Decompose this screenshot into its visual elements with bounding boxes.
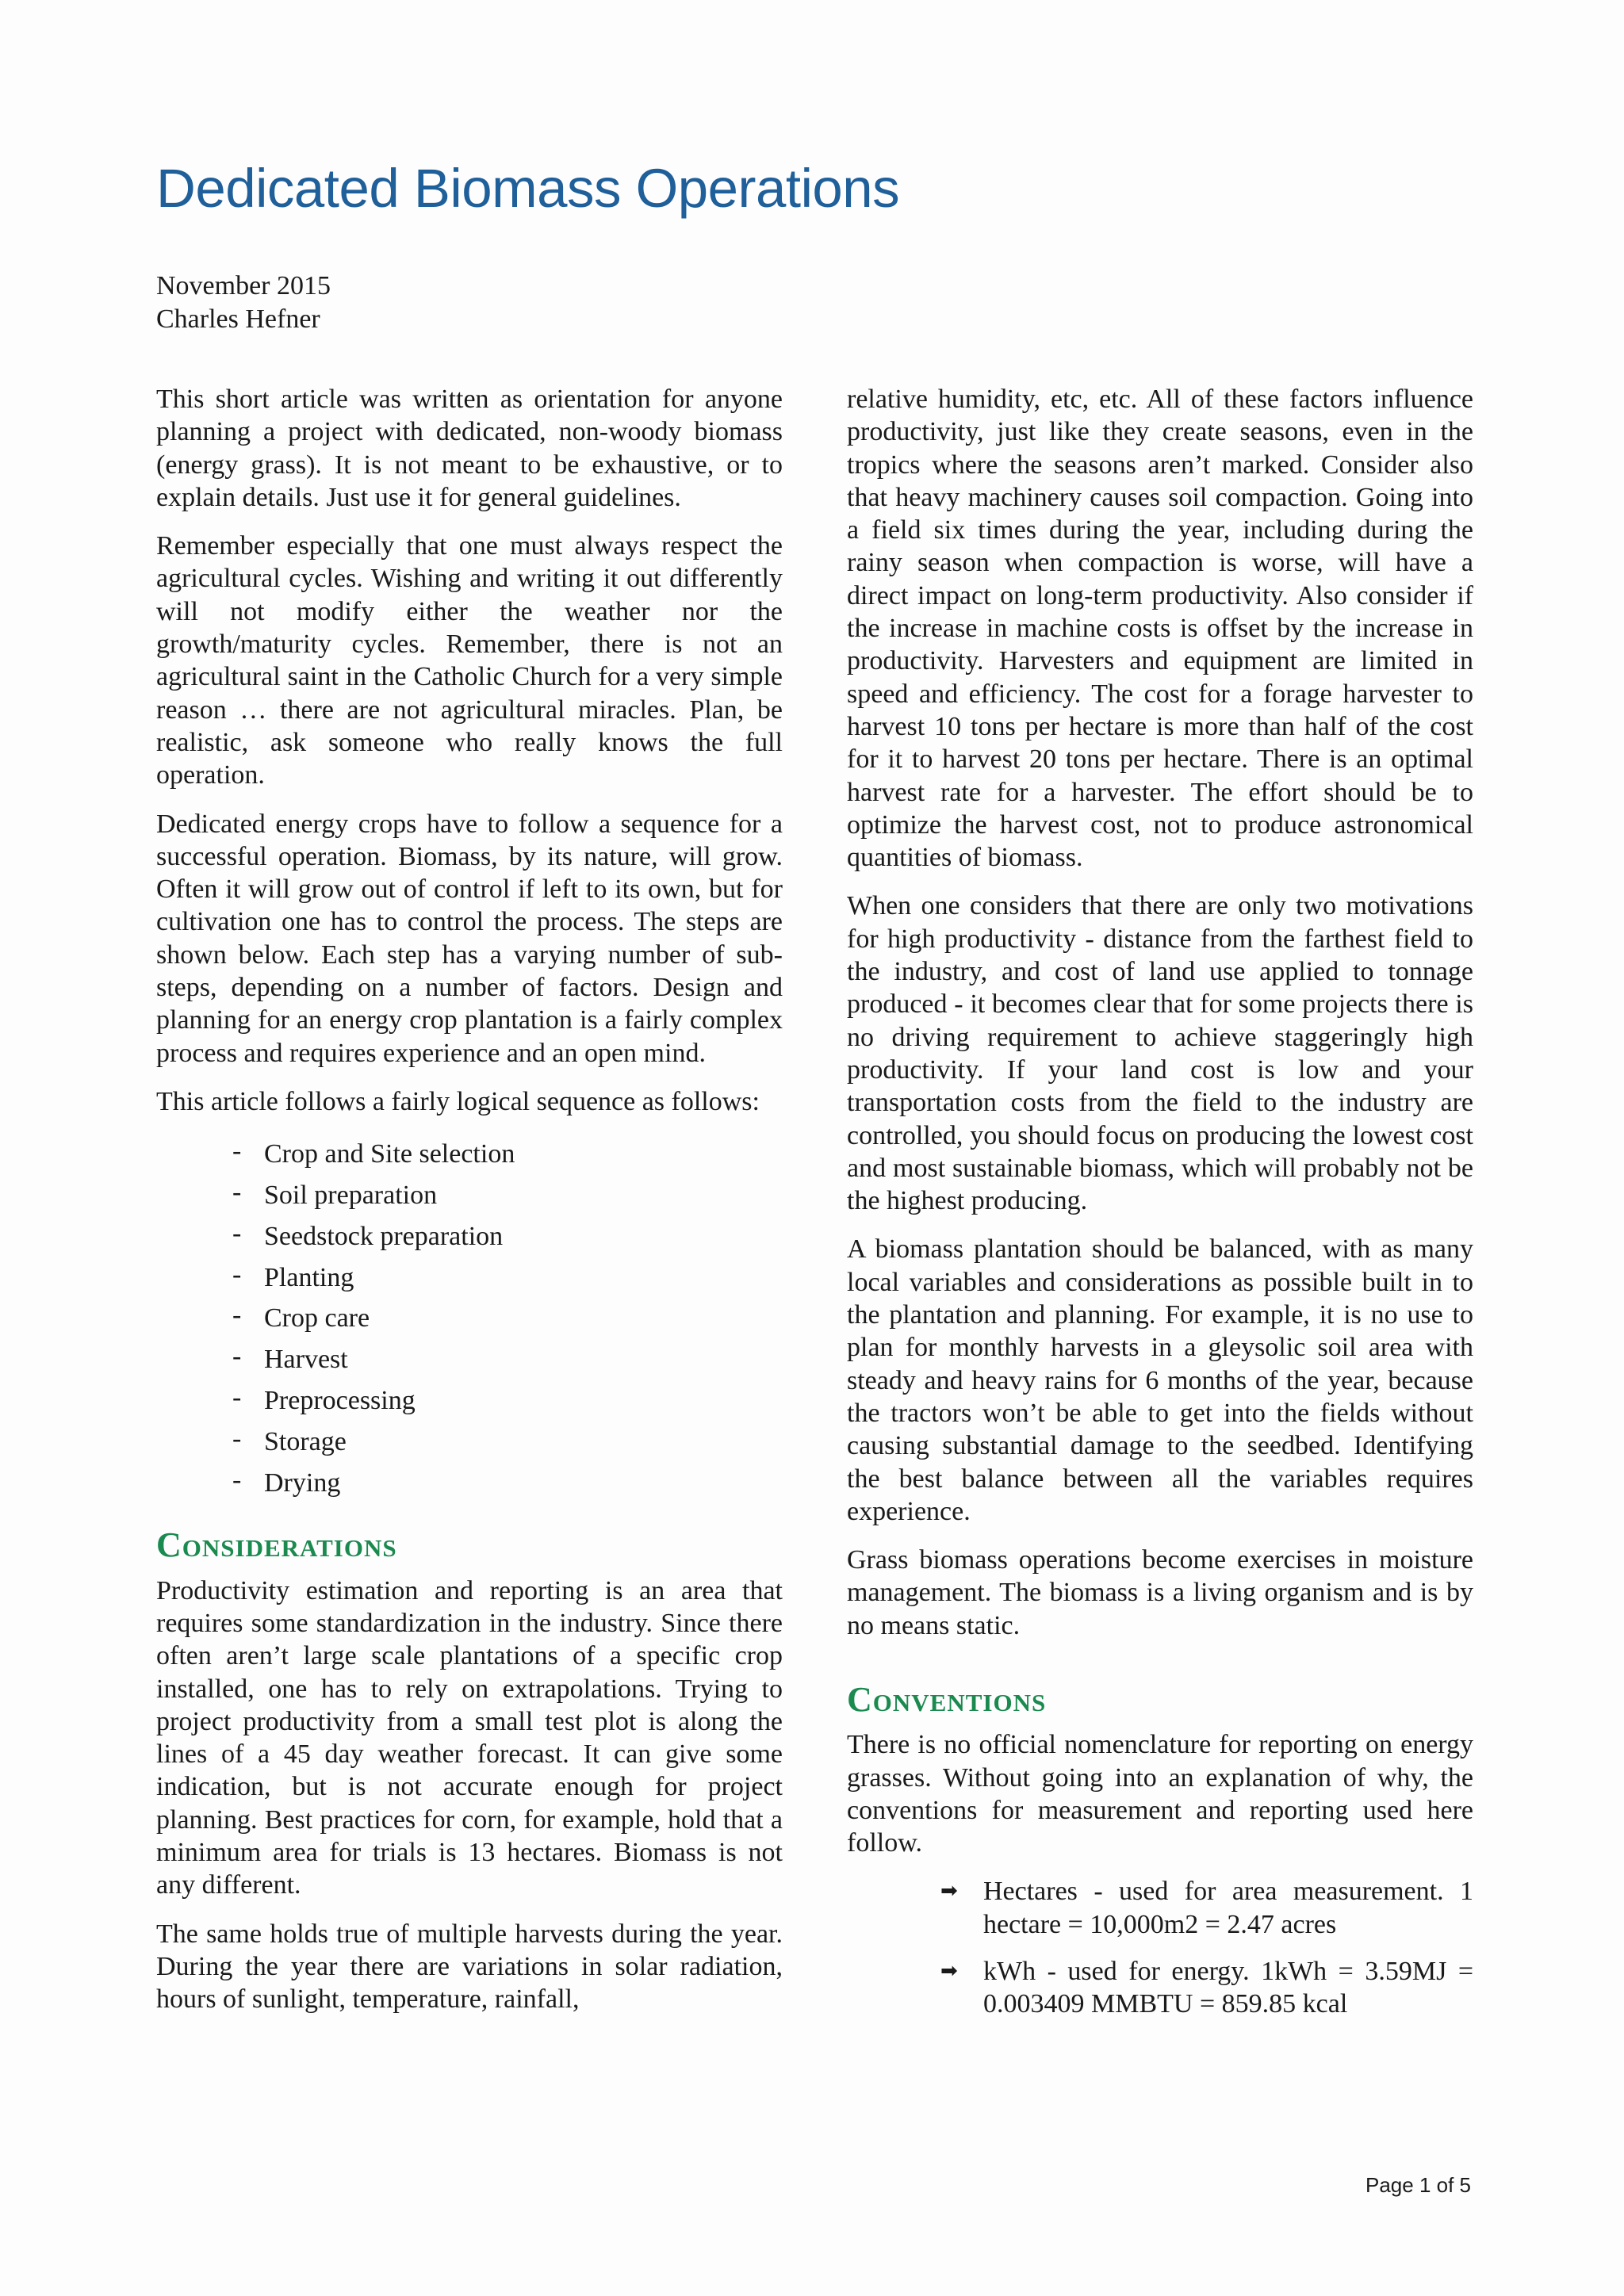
list-item: - Seedstock preparation bbox=[156, 1216, 783, 1257]
page-number: Page 1 of 5 bbox=[1365, 2173, 1471, 2197]
paragraph: Productivity estimation and reporting is an area that requires some standardization in the industry. Since there often aren’t large scale plantations of a specific crop installed, one has to rely on extrapolations. Trying to project productivity from a small test plot is along the lines of a 45 day weather forecast. It can give some indication, but is not accurate enough for project planning. Best practices for corn, for example, hold that a minimum area for trials is 13 hectares. Biomass is not any different. bbox=[156, 1575, 783, 1900]
paragraph: relative humidity, etc, etc. All of these factors influence productivity, just like they create seasons, even in the tropics where the seasons aren’t marked. Consider also that heavy machinery causes soil compaction. Going into a field six times during the year, including during the rainy season when compaction is worse, will have a direct impact on long-term productivity. Also consider if the increase in machine costs is offset by the increase in productivity. Harvesters and equipment are limited in speed and efficiency. The cost for a forage harvester to harvest 10 tons per hectare is more than half of the cost for it to harvest 20 tons per hectare. There is an optimal harvest rate for a harvester. The effort should be to optimize the harvest cost, not to produce astronomical quantities of biomass. bbox=[847, 385, 1473, 873]
paragraph: This article follows a fairly logical sequence as follows: bbox=[156, 1086, 760, 1116]
conventions-heading: Conventions bbox=[847, 1679, 1047, 1719]
list-item: - Preprocessing bbox=[156, 1380, 783, 1422]
considerations-heading: Considerations bbox=[156, 1525, 397, 1565]
paragraph: There is no official nomenclature for reporting on energy grasses. Without going into an explanation of why, the conventions for measurement and reporting used here follow. bbox=[847, 1730, 1473, 1858]
list-item: - Drying bbox=[156, 1463, 783, 1504]
arrow-right-icon: ➡ bbox=[940, 1879, 958, 1904]
left-column bbox=[156, 383, 783, 2032]
list-item: - Crop and Site selection bbox=[156, 1134, 783, 1175]
paragraph: Dedicated energy crops have to follow a sequence for a successful operation. Biomass, by its nature, will grow. Often it will grow out of control if left to its own, but for cultivation one has to control the process. The steps are shown below. Each step has a varying number of sub-steps, depending on a number of factors. Design and planning for an energy crop plantation is a fairly complex process and requires experience and an open mind. bbox=[156, 809, 783, 1068]
document-author: Charles Hefner bbox=[156, 304, 320, 334]
list-item: - Planting bbox=[156, 1257, 783, 1299]
arrow-right-icon: ➡ bbox=[940, 1959, 958, 1984]
paragraph: A biomass plantation should be balanced, with as many local variables and considerations as possible built in to the plantation and planning. For example, it is no use to plan for monthly harvests in a gleysolic soil area with steady and heavy rains for 6 months of the year, because the tractors won’t be able to get into the fields without causing substantial damage to the seedbed. Identifying the best balance between all the variables requires experience. bbox=[847, 1234, 1473, 1526]
paragraph: Remember especially that one must always respect the agricultural cycles. Wishing and writing it out differently will not modify either the weather nor the growth/maturity cycles. Remember, there is not an agricultural saint in the Catholic Church for a very simple reason … there are not agricultural miracles. Plan, be realistic, ask someone who really knows the full operation. bbox=[156, 531, 783, 790]
document-meta bbox=[156, 270, 331, 336]
list-item: - Soil preparation bbox=[156, 1175, 783, 1216]
right-column bbox=[847, 383, 1473, 2035]
document-date: November 2015 bbox=[156, 271, 331, 300]
document-title: Dedicated Biomass Operations bbox=[156, 158, 900, 219]
conventions-list bbox=[847, 1875, 1473, 2020]
list-item bbox=[847, 1875, 1473, 1941]
list-item: - Crop care bbox=[156, 1298, 783, 1339]
convention-text: kWh - used for energy. 1kWh = 3.59MJ = 0.003409 MMBTU = 859.85 kcal bbox=[983, 1957, 1473, 2019]
sequence-list bbox=[156, 1134, 783, 1503]
convention-text: Hectares - used for area measurement. 1 hectare = 10,000m2 = 2.47 acres bbox=[983, 1877, 1473, 1939]
paragraph: The same holds true of multiple harvests during the year. During the year there are variations in solar radiation, hours of sunlight, temperature, rainfall, bbox=[156, 1919, 783, 2015]
list-item: - Harvest bbox=[156, 1339, 783, 1380]
list-item: - Storage bbox=[156, 1422, 783, 1463]
paragraph: When one considers that there are only two motivations for high productivity - distance from the farthest field to the industry, and cost of land use applied to tonnage produced - it becomes clear that for some projects there is no driving requirement to achieve staggeringly high productivity. If your land cost is low and your transportation costs from the field to the industry are controlled, you should focus on producing the lowest cost and most sustainable biomass, which will probably not be the highest producing. bbox=[847, 891, 1473, 1216]
paragraph: Grass biomass operations become exercises in moisture management. The biomass is a living organism and is by no means static. bbox=[847, 1545, 1473, 1640]
paragraph: This short article was written as orientation for anyone planning a project with dedicated, non-woody biomass (energy grass). It is not meant to be exhaustive, or to explain details. Just use it for general guidelines. bbox=[156, 385, 783, 512]
list-item bbox=[847, 1955, 1473, 2021]
